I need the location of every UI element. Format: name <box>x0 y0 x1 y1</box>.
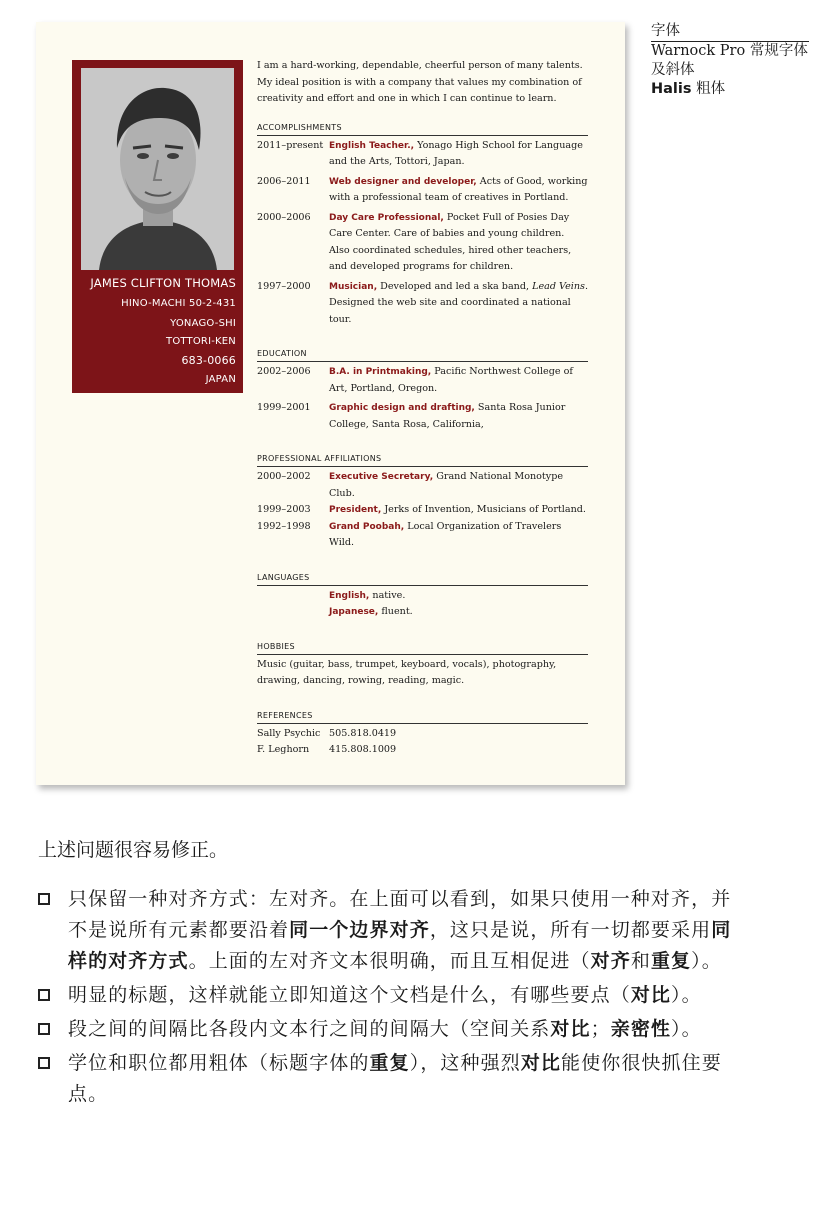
legend-title: 字体 <box>651 22 809 42</box>
explanation-notes <box>38 836 738 1113</box>
resume-main <box>257 58 588 779</box>
portrait-photo <box>81 68 234 270</box>
section-affiliations <box>257 453 588 552</box>
resume-name: JAMES CLIFTON THOMAS <box>90 276 236 290</box>
accomplishment-entry: 2000–2006 Day Care Professional, Pocket Full of Posies Day Care Center. Care of babies and young children. Also coordinated schedules, hired other teachers, and developed programs for children. <box>257 211 572 272</box>
legend-bold: Halis 粗体 <box>651 81 726 97</box>
language-entry: English, native. <box>329 589 406 601</box>
address-line: HINO-MACHI 50-2-431 <box>121 298 236 309</box>
checkbox-bullet-icon <box>38 989 50 1001</box>
resume-sidebar <box>72 60 243 393</box>
section-heading: REFERENCES <box>257 710 588 724</box>
section-heading: EDUCATION <box>257 348 588 362</box>
section-hobbies <box>257 641 588 690</box>
accomplishment-entry: 1997–2000 Musician, Developed and led a ska band, Lead Veins. Designed the web site and coordinated a national tour. <box>257 280 588 325</box>
affiliation-entry: 2000–2002 Executive Secretary, Grand National Monotype Club. <box>257 471 564 499</box>
section-heading: HOBBIES <box>257 641 588 655</box>
accomplishment-entry: 2006–2011 Web designer and developer, Acts of Good, working with a professional team of creatives in Portland. <box>257 175 588 203</box>
section-heading: PROFESSIONAL AFFILIATIONS <box>257 453 588 467</box>
note-bullet: 学位和职位都用粗体（标题字体的重复），这种强烈对比能使你很快抓住要点。 <box>38 1048 738 1110</box>
note-bullet: 明显的标题，这样就能立即知道这个文档是什么，有哪些要点（对比）。 <box>38 980 738 1011</box>
hobbies-text: Music (guitar, bass, trumpet, keyboard, vocals), photography, drawing, dancing, rowing, reading, magic. <box>257 658 557 686</box>
section-heading: ACCOMPLISHMENTS <box>257 122 588 136</box>
section-accomplishments <box>257 122 588 329</box>
address-line: 683-0066 <box>181 354 236 367</box>
accomplishment-entry: 2011–present English Teacher., Yonago High School for Language and the Arts, Tottori, Japan. <box>257 139 583 167</box>
address-line: YONAGO-SHI <box>170 318 236 329</box>
notes-intro: 上述问题很容易修正。 <box>38 839 229 861</box>
resume-intro: I am a hard-working, dependable, cheerful person of many talents. My ideal position is with a company that values my combination of creativity and effort and one in which I can continue to learn. <box>257 60 583 104</box>
checkbox-bullet-icon <box>38 1057 50 1069</box>
affiliation-entry: 1992–1998 Grand Poobah, Local Organization of Travelers Wild. <box>257 520 562 548</box>
reference-entry: F. Leghorn 415.808.1009 <box>257 744 397 755</box>
note-bullet: 只保留一种对齐方式：左对齐。在上面可以看到，如果只使用一种对齐，并不是说所有元素都要沿着同一个边界对齐，这只是说，所有一切都要采用同样的对齐方式。上面的左对齐文本很明确，而且互相促进（对齐和重复）。 <box>38 884 738 977</box>
language-entry: Japanese, fluent. <box>329 606 413 617</box>
checkbox-bullet-icon <box>38 1023 50 1035</box>
education-entry: 1999–2001 Graphic design and drafting, Santa Rosa Junior College, Santa Rosa, California, <box>257 402 566 430</box>
note-bullet: 段之间的间隔比各段内文本行之间的间隔大（空间关系对比；亲密性）。 <box>38 1014 738 1045</box>
address-line: TOTTORI-KEN <box>166 336 236 347</box>
checkbox-bullet-icon <box>38 893 50 905</box>
resume-card <box>36 22 625 785</box>
font-legend <box>651 22 809 99</box>
legend-regular: Warnock Pro 常规字体 <box>651 43 808 59</box>
address-line: JAPAN <box>205 374 236 385</box>
education-entry: 2002–2006 B.A. in Printmaking, Pacific Northwest College of Art, Portland, Oregon. <box>257 366 573 394</box>
legend-italic: 及斜体 <box>651 62 695 78</box>
section-languages <box>257 572 588 621</box>
reference-entry: Sally Psychic 505.818.0419 <box>257 727 397 739</box>
affiliation-entry: 1999–2003 President, Jerks of Invention, Musicians of Portland. <box>257 504 586 515</box>
section-references <box>257 710 588 759</box>
section-heading: LANGUAGES <box>257 572 588 586</box>
section-education <box>257 348 588 433</box>
portrait-illustration <box>81 68 234 270</box>
